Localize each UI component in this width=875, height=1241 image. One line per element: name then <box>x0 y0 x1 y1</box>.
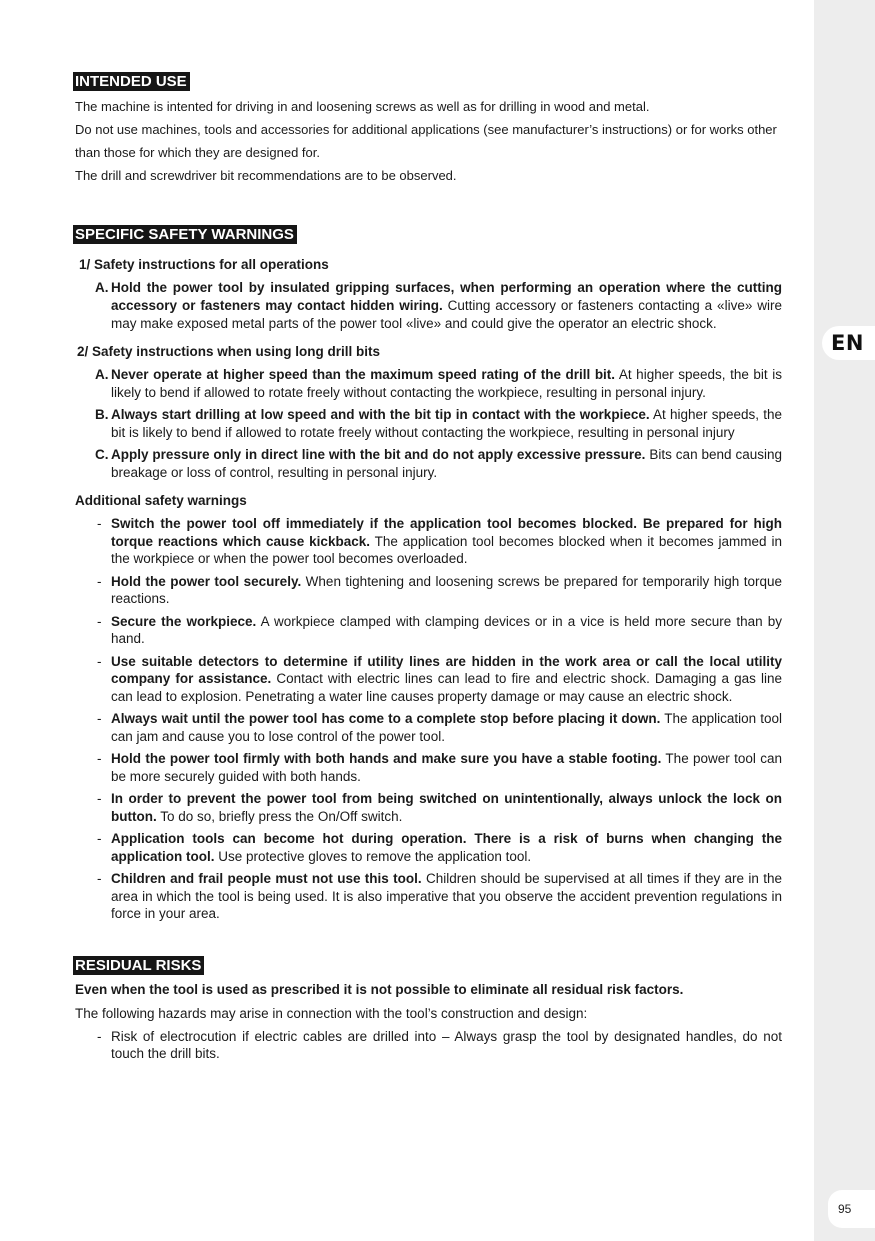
page-side-margin <box>814 0 875 1241</box>
list-item <box>95 750 782 785</box>
item-text: A workpiece clamped with clamping devices or in a vice is held more secure than by hand. <box>111 613 782 646</box>
item-bold-text: Always start drilling at low speed and with the bit tip in contact with the workpiece. <box>111 407 650 422</box>
item-text: Contact with electric lines can lead to fire and electric shock. Damaging a gas line can lead to explosion. Penetrating a water line causes property damage or may cause an electric shock. <box>111 671 782 704</box>
item-letter: C. <box>95 447 109 462</box>
item-text: Cutting accessory or fasteners contacting a «live» wire may make exposed metal parts of the power tool «live» and could give the operator an electric shock. <box>111 298 782 331</box>
dash-bullet: - <box>97 653 102 669</box>
dash-bullet: - <box>97 711 102 726</box>
paragraph: The machine is intented for driving in and loosening screws as well as for drilling in wood and metal. <box>75 99 650 114</box>
item-bold-text: Apply pressure only in direct line with the bit and do not apply excessive pressure. <box>111 447 646 462</box>
list-item <box>95 366 782 402</box>
list-item <box>95 790 782 825</box>
dash-bullet: - <box>97 791 102 806</box>
item-text: When tightening and loosening screws be prepared for temporarily high torque reactions. <box>111 573 783 606</box>
additional-warnings-list <box>95 515 782 923</box>
list-item <box>95 613 782 648</box>
item-bold-text: Always wait until the power tool has come to a complete stop before placing it down. <box>111 711 661 726</box>
item-text: The application tool becomes blocked when it becomes jammed in the workpiece or when the power tool becomes overloaded. <box>111 533 782 566</box>
sub-heading-additional-warnings: Additional safety warnings <box>75 493 247 508</box>
residual-risks-list <box>95 1028 782 1063</box>
dash-bullet: - <box>97 613 102 629</box>
list-item <box>95 446 782 482</box>
all-operations-list <box>95 279 782 333</box>
sub-heading-long-drill-bits: 2/ Safety instructions when using long drill bits <box>77 344 381 359</box>
paragraph: Do not use machines, tools and accessories for additional applications (see manufacturer’s instructions) or for works other than those for which they are designed for. <box>75 122 777 160</box>
residual-risks-lead: Even when the tool is used as prescribed it is not possible to eliminate all residual risk factors. <box>75 981 684 997</box>
list-item <box>95 279 782 333</box>
item-bold-text: Application tools can become hot during operation. There is a risk of burns when changing the application tool. <box>111 831 782 864</box>
dash-bullet: - <box>97 751 102 766</box>
list-item <box>95 653 782 706</box>
dash-bullet: - <box>97 516 102 531</box>
list-item <box>95 870 782 923</box>
dash-bullet: - <box>97 1028 102 1044</box>
dash-bullet: - <box>97 573 102 589</box>
dash-bullet: - <box>97 831 102 846</box>
item-text: Bits can bend causing breakage or loss of control, resulting in personal injury. <box>111 447 783 480</box>
item-text: At higher speeds, the bit is likely to bend if allowed to rotate freely without contacting the workpiece, resulting in personal injury. <box>111 367 782 400</box>
item-text: To do so, briefly press the On/Off switch. <box>156 808 403 824</box>
document-body <box>75 72 782 1068</box>
long-drill-bits-list <box>95 366 782 482</box>
list-item <box>95 710 782 745</box>
item-bold-text: Children and frail people must not use this tool. <box>111 871 422 886</box>
item-text: The application tool can jam and cause you to lose control of the power tool. <box>111 711 782 744</box>
list-item <box>95 1028 782 1063</box>
safety-warnings-heading: SPECIFIC SAFETY WARNINGS <box>73 225 297 244</box>
list-item <box>95 573 782 608</box>
intended-use-heading: INTENDED USE <box>73 72 190 91</box>
item-bold-text: Switch the power tool off immediately if the application tool becomes blocked. Be prepared for high torque reactions which cause kickback. <box>111 516 782 549</box>
residual-risks-text: The following hazards may arise in connection with the tool’s construction and design: <box>75 1005 588 1021</box>
item-text: At higher speeds, the bit is likely to bend if allowed to rotate freely without contacting the workpiece, resulting in personal injury <box>111 407 782 440</box>
language-tab: EN <box>822 326 875 360</box>
intended-use-text <box>75 95 782 187</box>
item-bold-text: Use suitable detectors to determine if utility lines are hidden in the work area or call the local utility company for assistance. <box>111 653 782 686</box>
item-bold-text: Hold the power tool by insulated gripping surfaces, when performing an operation where the cutting accessory or fasteners may contact hidden wiring. <box>111 280 782 313</box>
residual-risks-heading: RESIDUAL RISKS <box>73 956 204 975</box>
item-text: Risk of electrocution if electric cables are drilled into – Always grasp the tool by designated handles, do not touch the drill bits. <box>111 1028 782 1061</box>
item-bold-text: Hold the power tool securely. <box>111 573 302 589</box>
item-bold-text: Hold the power tool firmly with both hands and make sure you have a stable footing. <box>111 751 662 766</box>
item-letter: A. <box>95 367 109 382</box>
item-text: Children should be supervised at all times if they are in the area in which the tool is being used. It is also imperative that you observe the accident prevention regulations in force in your area. <box>111 871 782 921</box>
dash-bullet: - <box>97 871 102 886</box>
paragraph: The drill and screwdriver bit recommendations are to be observed. <box>75 168 457 183</box>
list-item <box>95 830 782 865</box>
item-text: The power tool can be more securely guided with both hands. <box>111 751 783 784</box>
item-bold-text: In order to prevent the power tool from being switched on unintentionally, always unlock the lock on button. <box>111 791 782 824</box>
item-bold-text: Never operate at higher speed than the maximum speed rating of the drill bit. <box>111 367 616 382</box>
list-item <box>95 515 782 568</box>
item-letter: A. <box>95 280 109 295</box>
item-text: Use protective gloves to remove the application tool. <box>214 848 532 864</box>
item-letter: B. <box>95 407 109 422</box>
page-number: 95 <box>828 1190 875 1228</box>
list-item <box>95 406 782 442</box>
item-bold-text: Secure the workpiece. <box>111 613 257 629</box>
sub-heading-all-operations: 1/ Safety instructions for all operations <box>79 257 329 272</box>
